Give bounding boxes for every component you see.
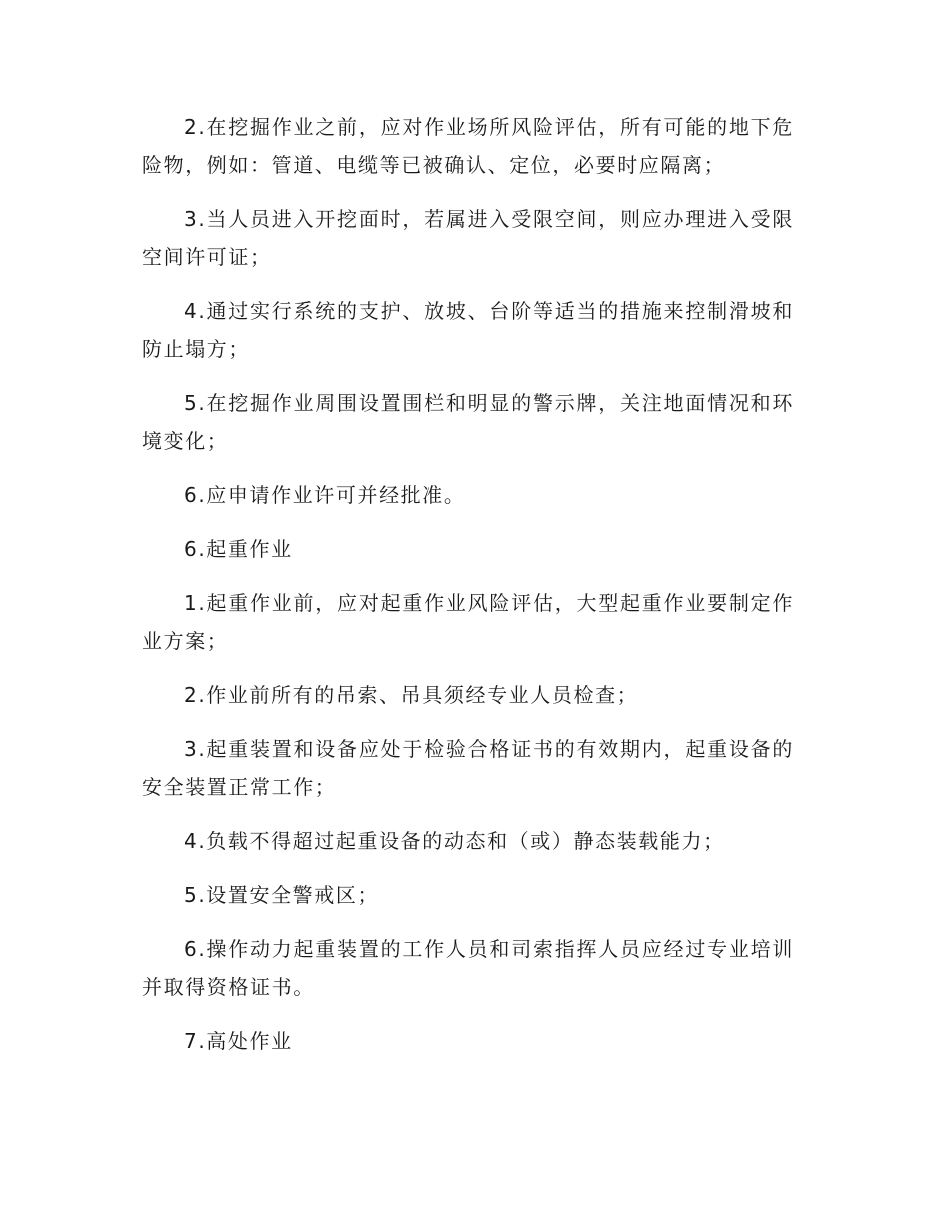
paragraph-load-capacity: 4.负载不得超过起重设备的动态和（或）静态装载能力； xyxy=(184,829,725,853)
paragraph-safety-cordon: 5.设置安全警戒区； xyxy=(184,883,380,907)
paragraph-fencing-warning-signs: 5.在挖掘作业周围设置围栏和明显的警示牌，关注地面情况和环境变化； xyxy=(142,391,794,453)
paragraph-confined-space-permit: 3.当人员进入开挖面时，若属进入受限空间，则应办理进入受限空间许可证； xyxy=(142,207,794,269)
paragraph-equipment-certification: 3.起重装置和设备应处于检验合格证书的有效期内，起重设备的安全装置正常工作； xyxy=(142,737,794,799)
section-heading-work-at-height: 7.高处作业 xyxy=(184,1029,293,1053)
paragraph-work-permit: 6.应申请作业许可并经批准。 xyxy=(184,483,466,507)
paragraph-excavation-risk-assessment: 2.在挖掘作业之前，应对作业场所风险评估，所有可能的地下危险物，例如：管道、电缆等已被确认、定位，必要时应隔离； xyxy=(142,115,794,177)
section-heading-lifting-operations: 6.起重作业 xyxy=(184,537,293,561)
document-body xyxy=(142,108,794,1076)
paragraph-slope-protection: 4.通过实行系统的支护、放坡、台阶等适当的措施来控制滑坡和防止塌方； xyxy=(142,299,794,361)
paragraph-lifting-risk-assessment: 1.起重作业前，应对起重作业风险评估，大型起重作业要制定作业方案； xyxy=(142,591,794,653)
paragraph-operator-training: 6.操作动力起重装置的工作人员和司索指挥人员应经过专业培训并取得资格证书。 xyxy=(142,937,794,999)
paragraph-rigging-inspection: 2.作业前所有的吊索、吊具须经专业人员检查； xyxy=(184,683,639,707)
